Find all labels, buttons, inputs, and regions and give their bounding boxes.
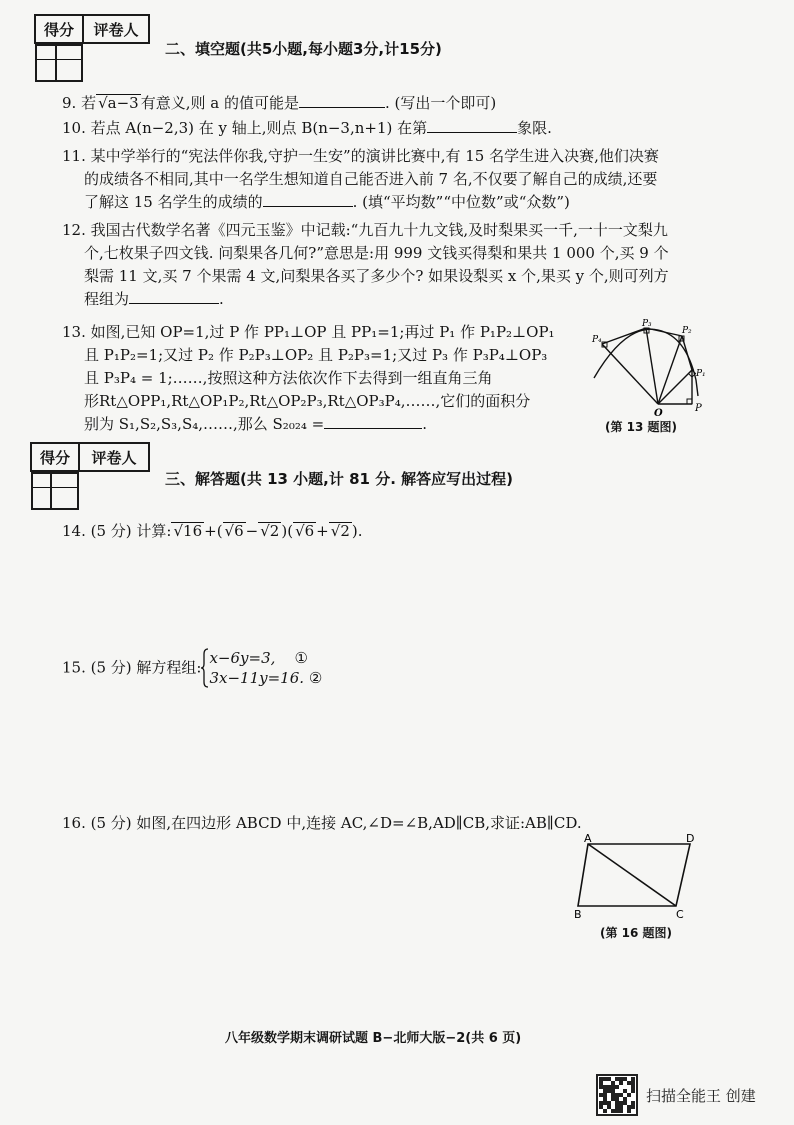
label-O: O [654,408,663,419]
answer-blank-10[interactable] [427,117,517,133]
score-box-1 [34,14,150,64]
question-13: 13. 如图,已知 OP=1,过 P 作 PP₁⊥OP 且 PP₁=1;再过 P₁ 作 P₁P₂⊥OP₁ 且 P₁P₂=1;又过 P₂ 作 P₂P₃⊥OP₂ 且 P₂P₃=1;又过 P₃ 作 P₃P₄⊥OP₃ 且 P₃P₄ = 1;……,按照这种方法依次作下去得到一组直角三角 形Rt△OPP₁,Rt△OP₁P₂,Rt△OP₂P₃,Rt△OP₃P₄,……,它们的面积分 别为 S₁,S₂,S₃,S₄,……,那么 S₂₀₂₄ = . [62,323,555,433]
label-D: D [686,832,695,845]
question-12: 12. 我国古代数学名著《四元玉鉴》中记载:“九百九十九文钱,及时梨果买一千,一十一文梨九 个,七枚果子四文钱. 问梨果各几何?”意思是:用 999 文钱买得梨和果共 1 000 个,买 9 个 梨需 11 文,买 7 个果需 4 文,问梨果各买了多少个? 如果设梨买 x 个,果买 y 个,则可列方 程组为 . [62,221,669,308]
section3-title: 三、解答题(共 13 小题,计 81 分. 解答应写出过程) [165,470,513,488]
answer-blank-12[interactable] [129,288,219,304]
score-box-2 [30,442,150,492]
q13-spiral-figure [586,318,716,423]
question-9: 9. 若 √a−3 有意义,则 a 的值可能是 . (写出一个即可) [62,94,497,112]
question-15: 15. (5 分) 解方程组: x−6y=3, ① 3x−11y=16. ② [62,649,323,687]
label-C: C [676,908,684,920]
label-P1: P₁ [696,369,706,379]
grader-cell[interactable] [56,45,82,81]
question-10: 10. 若点 A(n−2,3) 在 y 轴上,则点 B(n−3,n+1) 在第 象限. [62,119,552,137]
question-11: 11. 某中学举行的“宪法伴你我,守护一生安”的演讲比赛中,有 15 名学生进入决赛,他们决赛 的成绩各不相同,其中一名学生想知道自己能否进入前 7 名,不仅要了解自己的成绩,还要 了解这 15 名学生的成绩的 . (填“平均数”“中位数”或“众数”) [62,147,659,211]
grader-cell[interactable] [51,473,78,509]
answer-blank-9[interactable] [299,92,385,108]
section2-title: 二、填空题(共5小题,每小题3分,计15分) [165,40,442,58]
left-brace-icon [201,648,209,688]
q16-quadrilateral-figure [568,830,708,920]
answer-blank-11[interactable] [263,191,353,207]
label-P2: P₂ [682,326,692,336]
label-P3: P₃ [642,319,652,329]
grader-label: 评卷人 [83,15,149,43]
score-label: 得分 [31,443,79,471]
score-cell[interactable] [32,473,51,509]
label-P: P [695,403,702,414]
q13-caption: (第 13 题图) [605,420,678,434]
scanner-label: 扫描全能王 创建 [646,1086,756,1105]
page-footer: 八年级数学期末调研试题 B−北师大版−2(共 6 页) [225,1031,522,1046]
grader-label: 评卷人 [79,443,149,471]
label-B: B [574,908,582,920]
question-16: 16. (5 分) 如图,在四边形 ABCD 中,连接 AC,∠D=∠B,AD∥CB,求证:AB∥CD. [62,814,582,832]
score-cell[interactable] [36,45,56,81]
scanner-watermark [596,1074,756,1116]
score-label: 得分 [35,15,83,43]
equation-system [201,648,209,688]
q16-caption: (第 16 题图) [600,926,673,940]
sqrt-expression: √a−3 [98,94,139,112]
question-14: 14. (5 分) 计算: √16 +( √6 − √2 )( √6 + √2 ). [62,522,363,540]
answer-blank-13[interactable] [324,413,422,429]
label-P4: P₄ [592,335,602,345]
label-A: A [584,832,592,845]
qr-code-icon [596,1074,638,1116]
